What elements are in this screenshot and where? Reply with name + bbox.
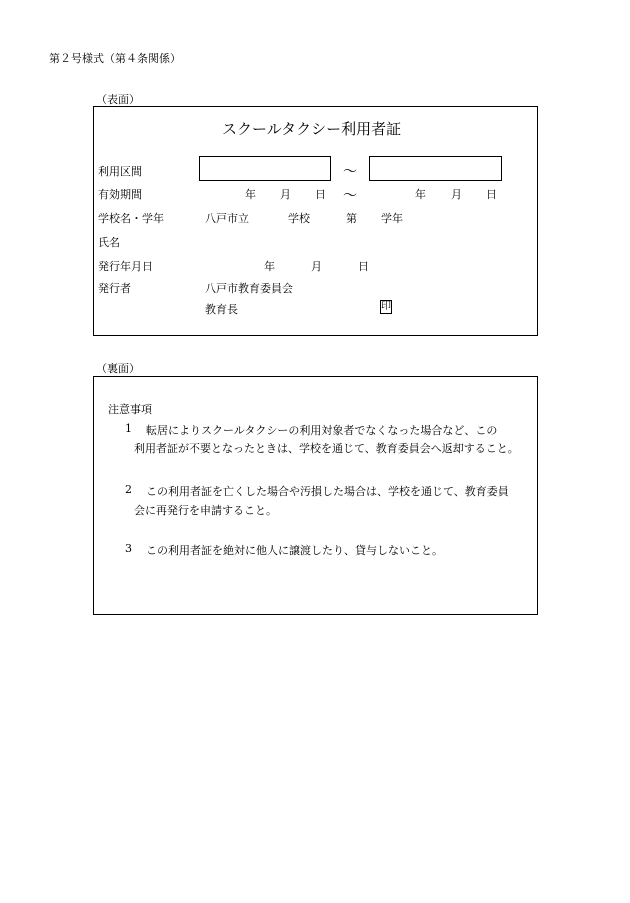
form-number: 第２号様式（第４条関係） [49, 52, 181, 65]
validity-label: 有効期間 [98, 188, 142, 201]
note-1-line-1: 転居によりスクールタクシーの利用対象者でなくなった場合など、この [146, 424, 498, 437]
note-3-number: 3 [125, 542, 132, 555]
issuer-org: 八戸市教育委員会 [205, 282, 293, 295]
issue-date-label: 発行年月日 [98, 260, 153, 273]
seal-mark: 印 [381, 301, 391, 312]
notes-heading: 注意事項 [108, 403, 152, 416]
period-end-field[interactable] [369, 156, 502, 181]
front-section-label: （表面） [96, 93, 140, 106]
card-title: スクールタクシー利用者証 [222, 120, 402, 138]
note-2-number: 2 [125, 483, 132, 496]
validity-end-month: 月 [451, 188, 462, 201]
period-start-field[interactable] [199, 156, 331, 181]
issue-day: 日 [358, 260, 369, 273]
issuer-title: 教育長 [205, 303, 238, 316]
validity-start-month: 月 [280, 188, 291, 201]
note-2-line-1: この利用者証を亡くした場合や汚損した場合は、学校を通じて、教育委員 [146, 485, 509, 498]
validity-start-year: 年 [245, 188, 256, 201]
school-city: 八戸市立 [205, 212, 249, 225]
grade-ordinal: 第 [346, 212, 357, 225]
validity-separator: ～ [343, 188, 357, 204]
issuer-label: 発行者 [98, 282, 131, 295]
note-2-line-2: 会に再発行を申請すること。 [134, 504, 277, 517]
note-3-line-1: この利用者証を絶対に他人に譲渡したり、貸与しないこと。 [146, 544, 443, 557]
grade-suffix: 学年 [381, 212, 403, 225]
validity-end-day: 日 [486, 188, 497, 201]
issue-year: 年 [264, 260, 275, 273]
school-suffix: 学校 [288, 212, 310, 225]
back-section-label: （裏面） [96, 362, 140, 375]
issue-month: 月 [311, 260, 322, 273]
validity-end-year: 年 [415, 188, 426, 201]
validity-start-day: 日 [315, 188, 326, 201]
school-label: 学校名・学年 [98, 212, 164, 225]
note-1-line-2: 利用者証が不要となったときは、学校を通じて、教育委員会へ返却すること。 [134, 442, 519, 455]
period-label: 利用区間 [98, 165, 142, 178]
name-label: 氏名 [98, 236, 120, 249]
note-1-number: 1 [125, 422, 132, 435]
period-separator: ～ [343, 164, 357, 180]
